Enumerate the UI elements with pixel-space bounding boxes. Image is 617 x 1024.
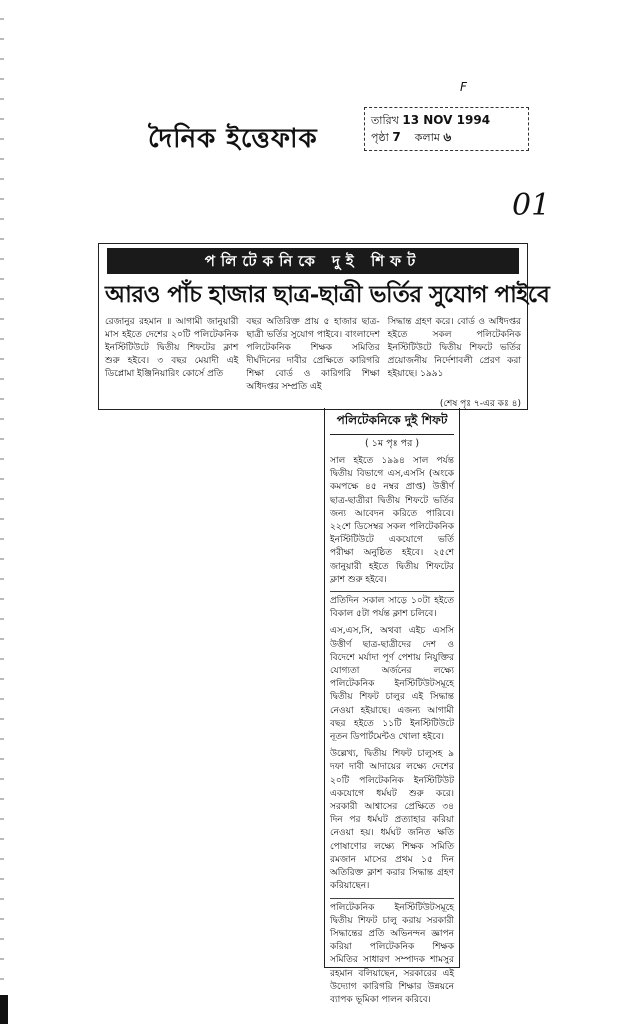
date-stamp	[364, 107, 529, 151]
newspaper-masthead: দৈনিক ইত্তেফাক	[148, 124, 318, 154]
article-column: রেজানুর রহমান ॥ আগামী জানুয়ারী মাস হইতে দেশের ২০টি পলিটেকনিক ইনস্টিটিউটে দ্বিতীয় শিফটের ক্লাশ শুরু হইবে। ৩ বছর মেয়াদী এই ডিপ্লোমা ইঞ্জিনিয়ারিং কোর্সে প্রতি	[105, 317, 239, 379]
stamp-date-value: 13 NOV 1994	[402, 113, 491, 127]
continuation-paragraph: উল্লেখ্য, দ্বিতীয় শিফট চালুসহ ৯ দফা দাবী আদায়ের লক্ষ্যে দেশের ২০টি পলিটেকনিক ইনস্টিটিউট একযোগে ধর্মঘট শুরু করে। সরকারী আশ্বাসের প্রেক্ষিতে ৩৪ দিন পর ধর্মঘট প্রত্যাহার করিয়া নেওয়া হয়। ধর্মঘট জনিত ক্ষতি পোষাণোর লক্ষ্যে শিক্ষক সমিতি রমজান মাসের প্রথম ১৫ দিন অতিরিক্ত ক্লাশ করার সিদ্ধান্ত গ্রহণ করিয়াছেন।	[330, 749, 454, 892]
continuation-paragraph: এস,এস,সি, অথবা এইচ এসসি উত্তীর্ণ ছাত্র-ছাত্রীদের দেশ ও বিদেশে মর্যাদা পূর্ণ পেশায় নিযুক্তির যোগ্যতা অর্জনের লক্ষ্যে পলিটেকনিক ইনস্টিটিউটসমূহে দ্বিতীয় শিফট চালুর এই সিদ্ধান্ত নেওয়া হইয়াছে। এজন্য আগামী বছর হইতে ১১টি ইনস্টিটিউটে নূতন ডিপার্টমেন্টও খোলা হইবে।	[330, 626, 454, 743]
article-column: সিদ্ধান্ত গ্রহণ করে। বোর্ড ও অধিদপ্তর হইতে সকল পলিটেকনিক ইনস্টিটিউটে দ্বিতীয় শিফটে ভর্তির প্রয়োজনীয় নির্দেশাবলী প্রেরণ করা হইয়াছে। ১৯৯১	[387, 317, 521, 379]
handwritten-tick: F	[460, 80, 467, 94]
article-column: বছর অতিরিক্ত প্রায় ৫ হাজার ছাত্র-ছাত্রী ভর্তির সুযোগ পাইবে। বাংলাদেশ পলিটেকনিক শিক্ষক সমিতির দীর্ঘদিনের দাবীর প্রেক্ষিতে কারিগরি শিক্ষা বোর্ড ও কারিগরি শিক্ষা অধিদপ্তর সম্প্রতি এই	[246, 317, 380, 392]
continuation-title: পলিটেকনিকে দুই শিফট	[330, 412, 454, 435]
stamp-column-value: ৬	[443, 130, 452, 144]
continuation-from: ( ১ম পৃঃ পর )	[364, 438, 420, 449]
article-body	[105, 316, 521, 394]
divider	[330, 591, 454, 592]
continuation-paragraph: পলিটেকনিক ইনস্টিটিউটসমূহে দ্বিতীয় শিফট চালু করায় সরকারী সিদ্ধান্তের প্রতি অভিনন্দন জ্ঞাপন করিয়া পলিটেকনিক শিক্ষক সমিতির সাধারণ সম্পাদক শামসুর রহমান বলিয়াছেন, সরকারের এই উদ্যোগ কারিগরি শিক্ষার উন্নয়নে ব্যাপক ভূমিকা পালন করিবে।	[330, 902, 454, 1005]
continuation-clipping	[324, 408, 460, 1005]
divider	[330, 898, 454, 899]
stamp-date-label: তারিখ	[371, 114, 399, 127]
stamp-column-label: কলাম	[414, 131, 440, 144]
handwritten-page-number: 01	[512, 188, 551, 223]
continued-note: (শেষ পৃঃ ৭-এর কঃ ৪)	[439, 399, 521, 409]
stamp-page-label: পৃষ্ঠা	[371, 131, 389, 144]
scan-edge-marks	[0, 0, 4, 1024]
article-clipping	[98, 243, 550, 410]
article-kicker: পলিটেকনিকে দুই শিফট	[107, 248, 519, 274]
stamp-page-value: 7	[392, 130, 401, 144]
scan-edge-shadow	[0, 995, 8, 1024]
continuation-paragraph: সাল হইতে ১৯৯৪ সাল পর্যন্ত দ্বিতীয় বিভাগে এস,এসসি (অংকে কমপক্ষে ৪৫ নম্বর প্রাপ্ত) উত্তীর্ণ ছাত্র-ছাত্রীরা দ্বিতীয় শিফটে ভর্তির জন্য আবেদন করিতে পারিবে। ২২শে ডিসেম্বর সকল পলিটেকনিক ইনস্টিটিউটে একযোগে ভর্তি পরীক্ষা অনুষ্ঠিত হইবে। ২৫শে জানুয়ারী হইতে দ্বিতীয় শিফটের ক্লাশ শুরু হইবে।	[330, 456, 454, 585]
article-headline: আরও পাঁচ হাজার ছাত্র-ছাত্রী ভর্তির সুযোগ পাইবে	[105, 281, 550, 308]
continuation-paragraph: প্রতিদিন সকাল সাড়ে ১০টা হইতে বিকাল ৫টা পর্যন্ত ক্লাশ চলিবে।	[330, 596, 454, 620]
